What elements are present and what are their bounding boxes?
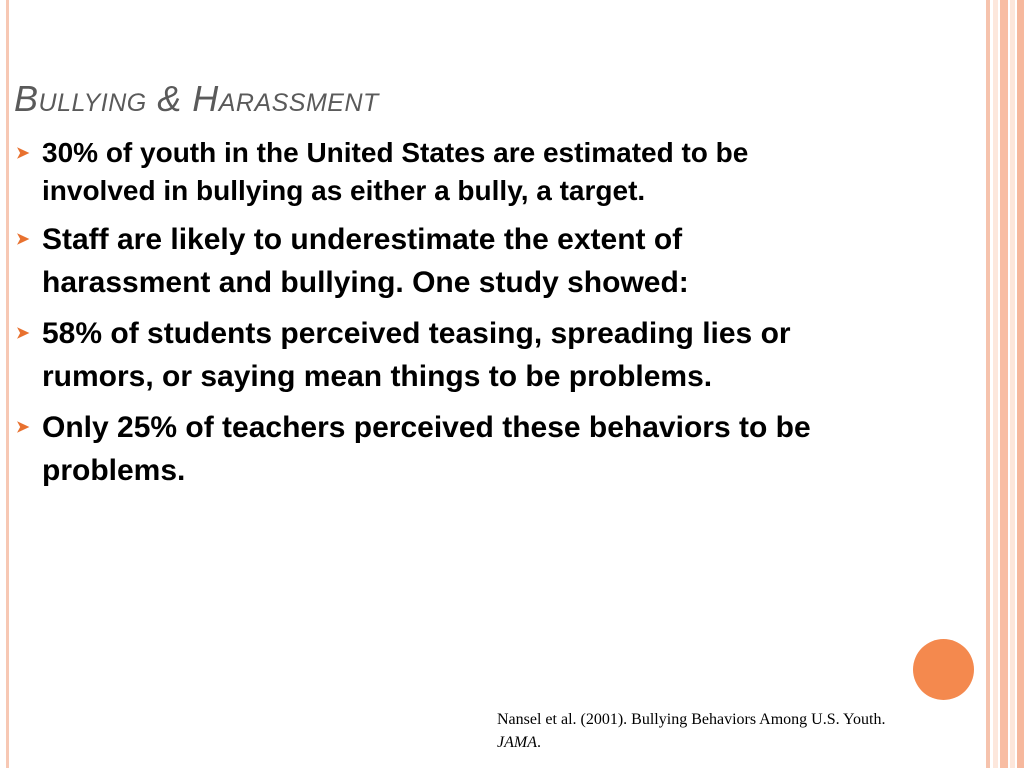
bullet-text: 58% of students perceived teasing, spreading lies or rumors, or saying mean things to be problems. <box>42 317 791 393</box>
list-item <box>14 312 834 398</box>
list-item <box>14 218 834 304</box>
arrowhead-bullet-icon: ➤ <box>16 145 30 162</box>
right-decorative-stripe <box>993 0 998 768</box>
citation-text: Nansel et al. (2001). Bullying Behaviors Among U.S. Youth. <box>497 711 886 728</box>
orange-circle-icon <box>913 639 974 700</box>
arrowhead-bullet-icon: ➤ <box>16 419 30 436</box>
right-decorative-stripe <box>1010 0 1015 768</box>
list-item <box>14 134 834 210</box>
right-decorative-stripe <box>1017 0 1024 768</box>
bullet-text: Only 25% of teachers perceived these behaviors to be problems. <box>42 411 811 487</box>
citation-journal: JAMA <box>497 734 537 751</box>
list-item <box>14 406 834 492</box>
slide-title: Bullying & Harassment <box>14 78 379 119</box>
right-decorative-stripe <box>986 0 990 768</box>
arrowhead-bullet-icon: ➤ <box>16 325 30 342</box>
left-decorative-stripe <box>6 0 9 768</box>
bullet-list <box>14 134 834 500</box>
citation <box>497 708 997 754</box>
arrowhead-bullet-icon: ➤ <box>16 231 30 248</box>
bullet-text: 30% of youth in the United States are estimated to be involved in bullying as either a bully, a target. <box>42 137 749 206</box>
bullet-text: Staff are likely to underestimate the extent of harassment and bullying. One study showed: <box>42 223 689 299</box>
right-decorative-stripe <box>1000 0 1008 768</box>
citation-trailing: . <box>536 734 541 751</box>
